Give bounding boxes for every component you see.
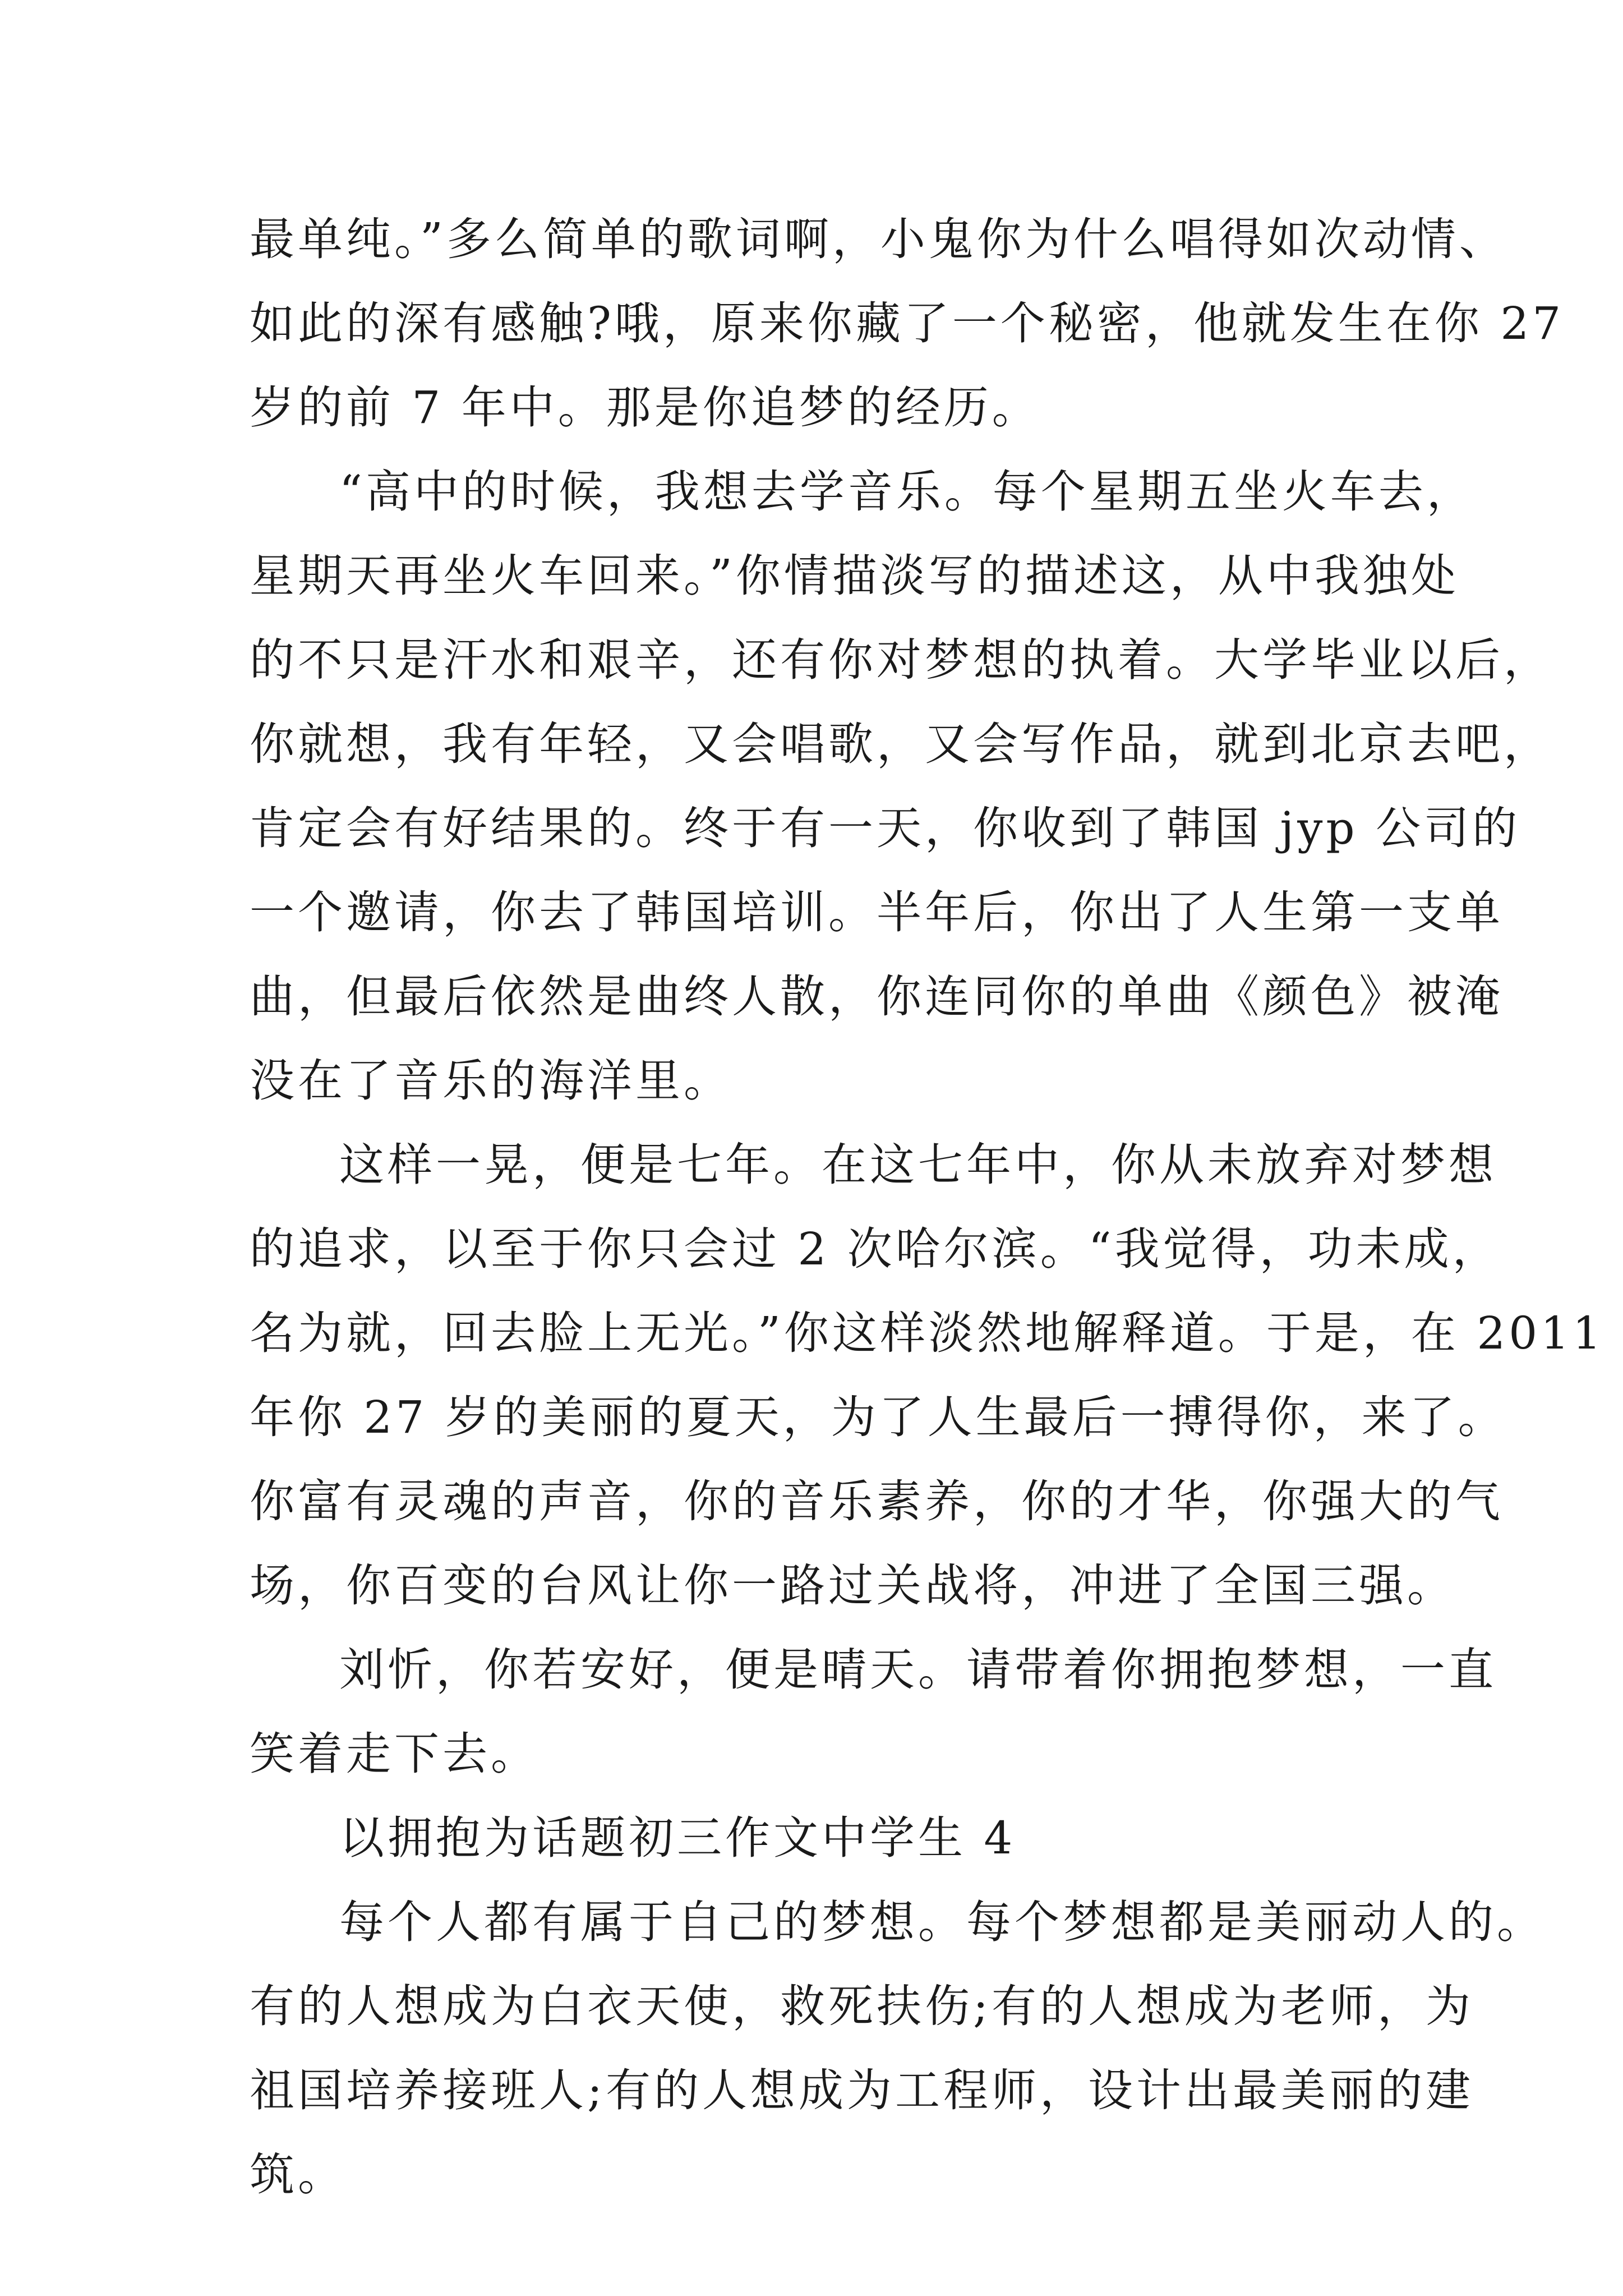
text-line: 肯定会有好结果的。终于有一天，你收到了韩国 jyp 公司的 (250, 802, 1521, 854)
text-line: 一个邀请，你去了韩国培训。半年后，你出了人生第一支单 (250, 886, 1504, 938)
text-line: 曲，但最后依然是曲终人散，你连同你的单曲《颜色》被淹 (250, 970, 1504, 1023)
paragraph-start-line: 每个人都有属于自己的梦想。每个梦想都是美丽动人的。 (339, 1896, 1545, 1948)
text-line: 没在了音乐的海洋里。 (250, 1055, 732, 1107)
text-line: 笑着走下去。 (250, 1728, 539, 1780)
document-body (250, 197, 1604, 2217)
text-line: 你富有灵魂的声音，你的音乐素养，你的才华，你强大的气 (250, 1475, 1504, 1527)
paragraph-start-line: 这样一晃，便是七年。在这七年中，你从未放弃对梦想 (339, 1139, 1497, 1191)
text-line: 如此的深有感触?哦，原来你藏了一个秘密，他就发生在你 27 (250, 297, 1565, 349)
text-line: 祖国培养接班人;有的人想成为工程师，设计出最美丽的建 (250, 2064, 1474, 2116)
text-line: 场，你百变的台风让你一路过关战将，冲进了全国三强。 (250, 1559, 1455, 1612)
text-line: 有的人想成为白衣天使，救死扶伤;有的人想成为老师，为 (250, 1980, 1474, 2032)
section-heading: 以拥抱为话题初三作文中学生 4 (339, 1812, 1016, 1864)
paragraph-start-line: 刘忻，你若安好，便是晴天。请带着你拥抱梦想，一直 (339, 1644, 1497, 1696)
text-line: 的不只是汗水和艰辛，还有你对梦想的执着。大学毕业以后， (250, 634, 1552, 686)
paragraph-start-line: “高中的时候，我想去学音乐。每个星期五坐火车去， (339, 466, 1475, 518)
text-line: 你就想，我有年轻，又会唱歌，又会写作品，就到北京去吧， (250, 718, 1552, 770)
text-line: 筑。 (250, 2148, 346, 2201)
text-line: 名为就，回去脸上无光。”你这样淡然地解释道。于是，在 2011 (250, 1307, 1604, 1359)
text-line: 年你 27 岁的美丽的夏天，为了人生最后一搏得你，来了。 (250, 1391, 1506, 1443)
text-line: 最单纯。”多么简单的歌词啊，小鬼你为什么唱得如次动情、 (250, 213, 1507, 265)
text-line: 的追求，以至于你只会过 2 次哈尔滨。“我觉得，功未成， (250, 1223, 1501, 1275)
text-line: 星期天再坐火车回来。”你情描淡写的描述这，从中我独处 (250, 550, 1459, 602)
text-line: 岁的前 7 年中。那是你追梦的经历。 (250, 381, 1040, 434)
